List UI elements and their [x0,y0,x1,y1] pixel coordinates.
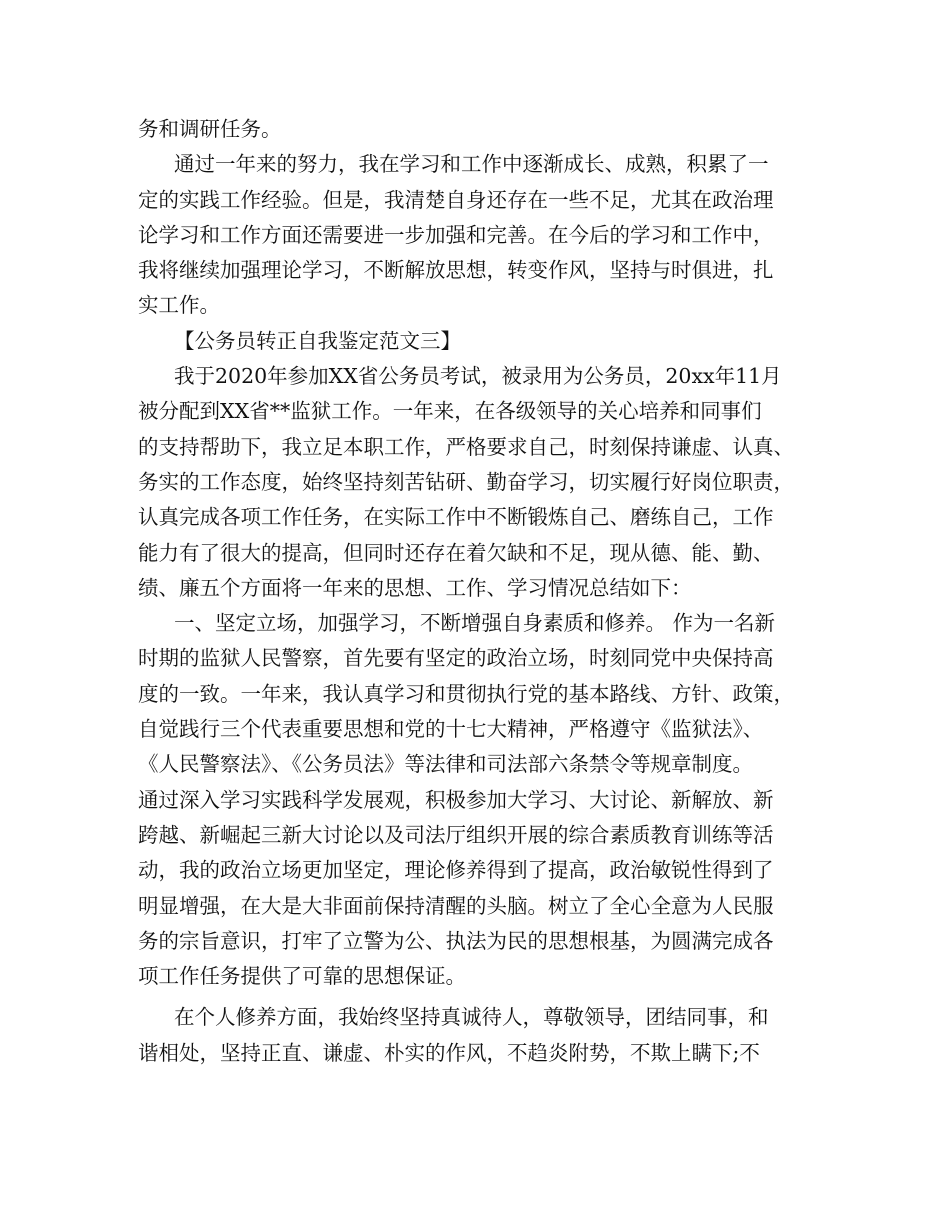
text-line: 明显增强，在大是大非面前保持清醒的头脑。树立了全心全意为人民服 [138,893,774,918]
text-line: 我于2020年参加XX省公务员考试，被录用为公务员，20xx年11月 [174,364,782,389]
text-line: 跨越、新崛起三新大讨论以及司法厅组织开展的综合素质教育训练等活 [138,822,774,847]
text-line: 谐相处，坚持正直、谦虚、朴实的作风，不趋炎附势，不欺上瞒下;不 [138,1040,760,1065]
text-line: 认真完成各项工作任务，在实际工作中不断锻炼自己、磨练自己，工作 [138,505,774,530]
text-line: 务和调研任务。 [138,117,282,141]
document-body [138,112,818,1071]
text-line: 我将继续加强理论学习，不断解放思想，转变作风，坚持与时俱进，扎 [138,258,774,283]
text-line: 能力有了很大的提高，但同时还存在着欠缺和不足，现从德、能、勤、 [138,540,774,565]
text-line: 度的一致。一年来，我认真学习和贯彻执行党的基本路线、方针、政策， [138,681,794,706]
text-line: 自觉践行三个代表重要思想和党的十七大精神，严格遵守《监狱法》、 [138,717,764,742]
text-line: 被分配到XX省**监狱工作。一年来，在各级领导的关心培养和同事们 [138,399,762,424]
text-line: 项工作任务提供了可靠的思想保证。 [138,964,466,989]
text-line: 实工作。 [138,293,220,318]
text-line: 务实的工作态度，始终坚持刻苦钻研、勤奋学习，切实履行好岗位职责， [138,469,794,494]
text-line: 绩、廉五个方面将一年来的思想、工作、学习情况总结如下： [138,575,692,600]
text-line: 《人民警察法》、《公务员法》等法律和司法部六条禁令等规章制度。 [138,752,753,777]
text-line: 定的实践工作经验。但是，我清楚自身还存在一些不足，尤其在政治理 [138,187,774,212]
text-line: 一、坚定立场，加强学习，不断增强自身素质和修养。 作为一名新 [174,611,776,636]
text-line: 通过一年来的努力，我在学习和工作中逐渐成长、成熟，积累了一 [174,152,769,177]
text-line: 时期的监狱人民警察，首先要有坚定的政治立场，时刻同党中央保持高 [138,646,774,671]
text-line: 动，我的政治立场更加坚定，理论修养得到了提高，政治敏锐性得到了 [138,858,774,883]
text-line: 的支持帮助下，我立足本职工作，严格要求自己，时刻保持谦虚、认真、 [138,434,794,459]
text-line: 务的宗旨意识，打牢了立警为公、执法为民的思想根基，为圆满完成各 [138,928,774,953]
text-line: 在个人修养方面，我始终坚持真诚待人，尊敬领导，团结同事，和 [174,1005,769,1030]
text-line: 通过深入学习实践科学发展观，积极参加大学习、大讨论、新解放、新 [138,787,774,812]
text-line: 论学习和工作方面还需要进一步加强和完善。在今后的学习和工作中， [138,222,774,247]
section-heading: 【公务员转正自我鉴定范文三】 [174,328,461,353]
